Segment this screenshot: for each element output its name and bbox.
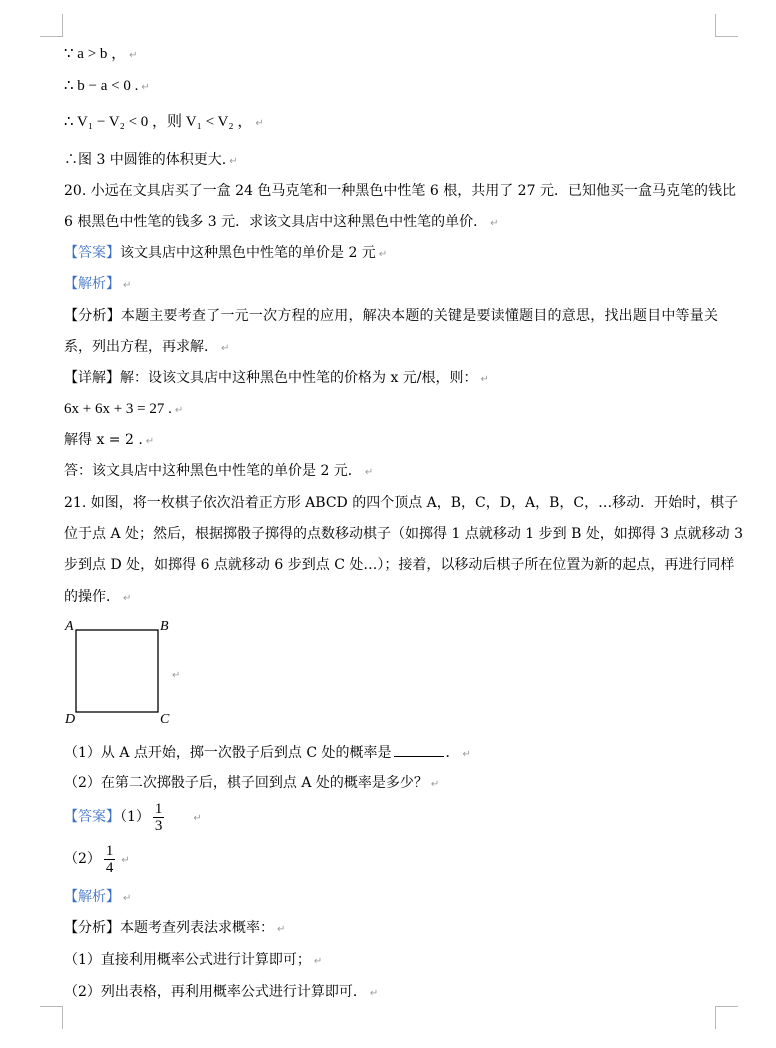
answer-text-line: 答：该文具店中这种黑色中性笔的单价是 2 元． ↵ [64, 463, 374, 479]
paragraph-mark-icon: ↵ [378, 249, 388, 260]
text-line-since: ∵ a > b ， ↵ [64, 46, 138, 62]
paragraph-mark-icon: ↵ [462, 749, 471, 760]
paragraph-mark-icon: ↵ [141, 82, 150, 93]
answer-label: 【答案】 [64, 809, 120, 825]
vertex-label-a: A [65, 619, 74, 634]
question-20-line-1: 20. 小远在文具店买了一盒 24 色马克笔和一种黑色中性笔 6 根，共用了 27 元．已知他买一盒马克笔的钱比 [64, 183, 736, 199]
paragraph-mark-icon: ↵ [123, 280, 132, 291]
paragraph-mark-icon: ↵ [430, 779, 440, 790]
paragraph-mark-icon: ↵ [123, 593, 132, 604]
paragraph-mark-icon: ↵ [313, 956, 323, 967]
paragraph-mark-icon: ↵ [480, 374, 489, 385]
paragraph-mark-icon: ↵ [174, 405, 184, 416]
question-21-line-3: 步到点 D 处，如掷得 6 点就移动 6 步到点 C 处…）；接着，以移动后棋子所在位置为新的起点，再进行同样 [64, 557, 735, 573]
answer-21-part-1: 【答案】（1） $\frac{1}{3}$ ↵ [64, 800, 202, 834]
crop-mark-top-left [40, 14, 63, 37]
paragraph-mark-icon: ↵ [364, 467, 374, 478]
analysis-label-20: 【解析】 ↵ [64, 276, 132, 292]
answer-21-part-2: （2） $\frac{1}{4}$ ↵ [64, 842, 130, 876]
paragraph-mark-icon: ↵ [277, 924, 286, 935]
analysis-label-21: 【解析】 ↵ [64, 889, 132, 905]
question-21-line-4: 的操作． ↵ [64, 589, 132, 605]
paragraph-mark-icon: ↵ [229, 156, 238, 167]
fraction-one-quarter: $\frac{1}{4}$ [105, 842, 114, 876]
answer-blank[interactable] [394, 742, 444, 757]
equation-line: 6x + 6x + 3 = 27 . ↵ [64, 401, 184, 417]
vertex-label-c: C [160, 712, 170, 727]
text-line-therefore-2: ∴ V₁ − V₂ < 0 ，则 V₁ < V₂ ， ↵ [64, 114, 264, 130]
paragraph-mark-icon: ↵ [369, 988, 379, 999]
fenxi-21-line-1: 【分析】本题考查列表法求概率： ↵ [64, 920, 286, 936]
square-abcd-diagram [62, 616, 192, 728]
crop-mark-bottom-right [715, 1006, 738, 1029]
fraction-one-third: $\frac{1}{3}$ [154, 800, 163, 834]
paragraph-mark-icon: ↵ [123, 893, 132, 904]
question-21-line-1: 21. 如图，将一枚棋子依次沿着正方形 ABCD 的四个顶点 A，B，C，D，A，B，C，…移动．开始时，棋子 [64, 495, 739, 511]
question-20-line-2: 6 根黑色中性笔的钱多 3 元．求该文具店中这种黑色中性笔的单价． ↵ [64, 214, 499, 230]
fenxi-21-line-2: （1）直接利用概率公式进行计算即可； ↵ [64, 952, 323, 968]
fenxi-20-line-2: 系，列出方程，再求解． ↵ [64, 339, 230, 355]
text-line-conclusion: ∴图 3 中圆锥的体积更大. ↵ [64, 152, 238, 168]
answer-20: 【答案】该文具店中这种黑色中性笔的单价是 2 元 ↵ [64, 245, 388, 261]
paragraph-mark-icon: ↵ [129, 50, 138, 61]
crop-mark-bottom-left [40, 1006, 63, 1029]
paragraph-mark-icon: ↵ [193, 813, 202, 824]
paragraph-mark-icon: ↵ [145, 436, 155, 447]
paragraph-mark-icon: ↵ [121, 855, 130, 866]
solve-line: 解得 x = 2 . ↵ [64, 432, 155, 448]
paragraph-mark-icon: ↵ [255, 118, 264, 129]
sub-question-2: （2）在第二次掷骰子后，棋子回到点 A 处的概率是多少？ ↵ [64, 775, 440, 791]
vertex-label-b: B [160, 619, 169, 634]
answer-label: 【答案】 [64, 245, 120, 261]
fenxi-21-line-3: （2）列出表格，再利用概率公式进行计算即可． ↵ [64, 984, 379, 1000]
sub-question-1: （1）从 A 点开始，掷一次骰子后到点 C 处的概率是 ． ↵ [64, 742, 718, 765]
vertex-label-d: D [65, 712, 76, 727]
paragraph-mark-icon: ↵ [172, 670, 181, 681]
paragraph-mark-icon: ↵ [221, 343, 230, 354]
question-21-line-2: 位于点 A 处；然后，根据掷骰子掷得的点数移动棋子（如掷得 1 点就移动 1 步到 B 处，如掷得 3 点就移动 3 [64, 526, 743, 542]
fenxi-20-line-1: 【分析】本题主要考查了一元一次方程的应用，解决本题的关键是要读懂题目的意思，找出题目中等量关 [64, 308, 718, 324]
paragraph-mark-icon: ↵ [490, 218, 499, 229]
square-shape [76, 630, 158, 712]
crop-mark-top-right [715, 14, 738, 37]
xiangjie-20: 【详解】解：设该文具店中这种黑色中性笔的价格为 x 元/根，则： ↵ [64, 370, 489, 386]
text-line-therefore-1: ∴ b − a < 0 . ↵ [64, 78, 150, 94]
